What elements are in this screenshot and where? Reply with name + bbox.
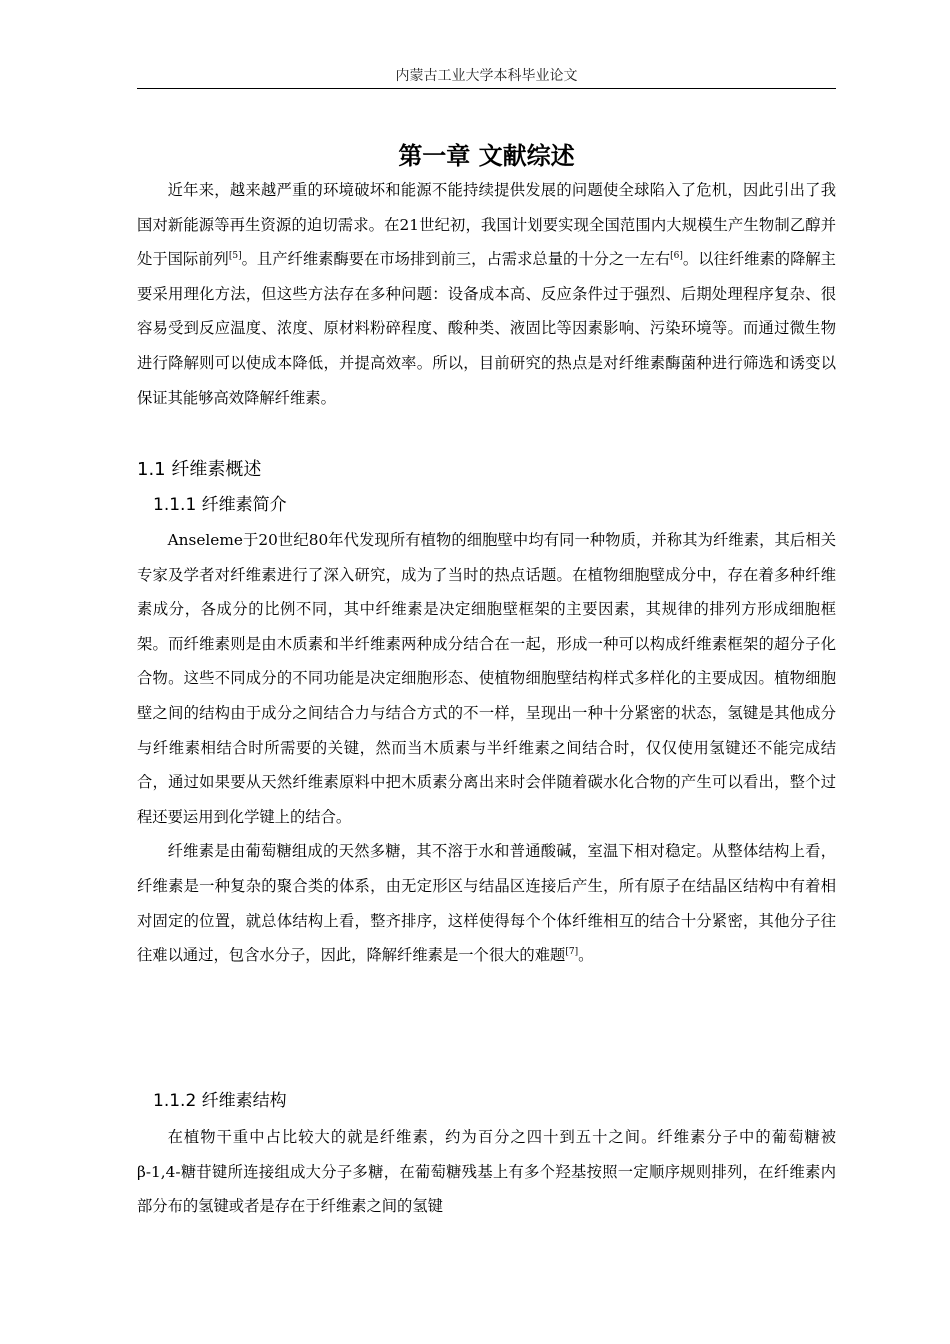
section-1-1-1-body: [137, 523, 836, 973]
citation-ref: [5]: [228, 251, 242, 262]
body-text: 纤维素是由葡萄糖组成的天然多糖，其不溶于水和普通酸碱，室温下相对稳定。从整体结构上看，纤维素是一种复杂的聚合类的体系，由无定形区与结晶区连接后产生，所有原子在结晶区结构中有着相对固定的位置，就总体结构上看，整齐排序，这样使得每个个体纤维相互的结合十分紧密，其他分子往往难以通过，包含水分子，因此，降解纤维素是一个很大的难题: [137, 842, 836, 965]
body-text-end: 。: [578, 946, 594, 965]
section-heading-1-1: 1.1 纤维素概述: [137, 459, 262, 480]
intro-paragraph-block: [137, 173, 836, 415]
running-header: 内蒙古工业大学本科毕业论文: [137, 64, 836, 89]
section-1-1-2-body: [137, 1120, 836, 1224]
body-paragraph: Anseleme于20世纪80年代发现所有植物的细胞壁中均有同一种物质，并称其为纤维素，其后相关专家及学者对纤维素进行了深入研究，成为了当时的热点话题。在植物细胞壁成分中，存在着多种纤维素成分，各成分的比例不同，其中纤维素是决定细胞壁框架的主要因素，其规律的排列方形成细胞框架。而纤维素则是由木质素和半纤维素两种成分结合在一起，形成一种可以构成纤维素框架的超分子化合物。这些不同成分的不同功能是决定细胞形态、使植物细胞壁结构样式多样化的主要成因。植物细胞壁之间的结构由于成分之间结合力与结合方式的不一样，呈现出一种十分紧密的状态，氢键是其他成分与纤维素相结合时所需要的关键，然而当木质素与半纤维素之间结合时，仅仅使用氢键还不能完成结合，通过如果要从天然纤维素原料中把木质素分离出来时会伴随着碳水化合物的产生可以看出，整个过程还要运用到化学键上的结合。: [137, 531, 836, 826]
citation-ref: [7]: [565, 947, 579, 958]
body-paragraph: [137, 834, 836, 972]
citation-ref: [6]: [670, 251, 683, 262]
intro-text-a: 近年来，越来越严重的环境破坏和能源不能持续提供发展的问题使全球陷入了危机，因此引出了我国对新能源等再生资源的迫切需求。在21世纪初，我国计划要实现全国范围内大规模生产生物制乙醇并处于国际前列: [137, 181, 836, 269]
section-heading-1-1-2: 1.1.2 纤维素结构: [153, 1091, 287, 1111]
intro-paragraph: [137, 173, 836, 415]
section-heading-1-1-1: 1.1.1 纤维素简介: [153, 495, 287, 515]
intro-text-b: 。且产纤维素酶要在市场排到前三，占需求总量的十分之一左右: [241, 250, 671, 269]
chapter-title: 第一章 文献综述: [398, 142, 575, 170]
intro-text-c: 。以往纤维素的降解主要采用理化方法，但这些方法存在多种问题：设备成本高、反应条件过于强烈、后期处理程序复杂、很容易受到反应温度、浓度、原材料粉碎程度、酸种类、液固比等因素影响、污染环境等。而通过微生物进行降解则可以使成本降低，并提高效率。所以，目前研究的热点是对纤维素酶菌种进行筛选和诱变以保证其能够高效降解纤维素。: [137, 250, 836, 407]
body-paragraph: 在植物干重中占比较大的就是纤维素，约为百分之四十到五十之间。纤维素分子中的葡萄糖被β-1,4-糖苷键所连接组成大分子多糖，在葡萄糖残基上有多个羟基按照一定顺序规则排列，在纤维素内部分布的氢键或者是存在于纤维素之间的氢键: [137, 1128, 836, 1216]
